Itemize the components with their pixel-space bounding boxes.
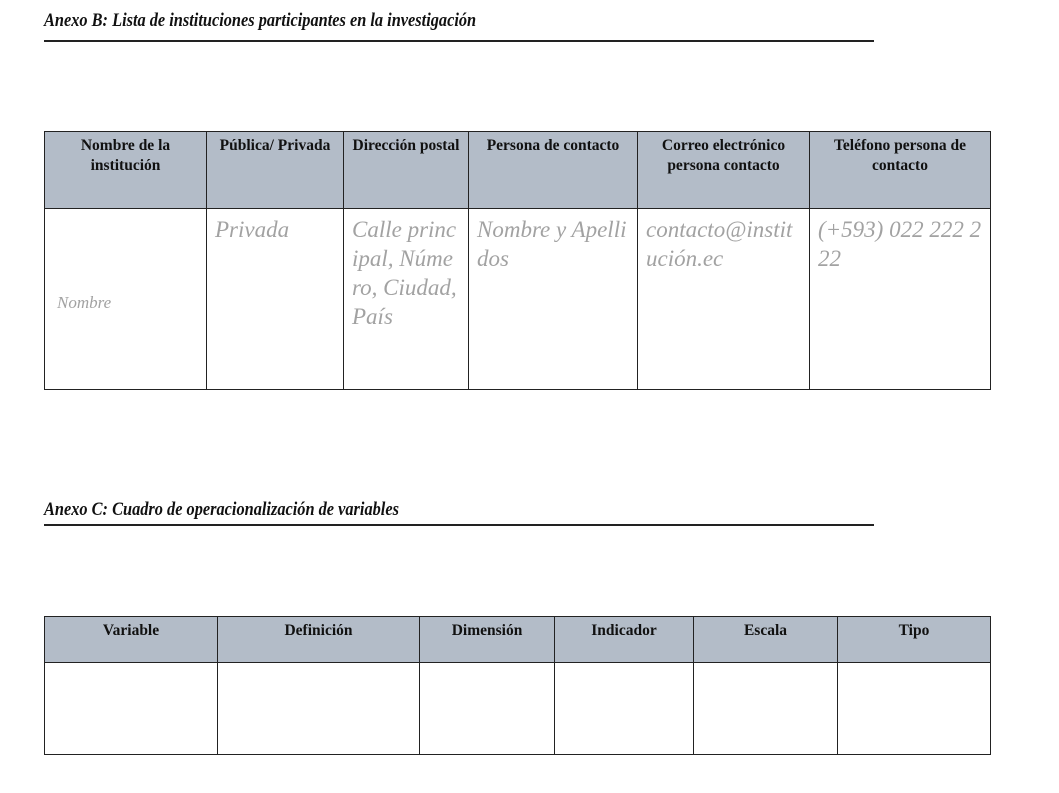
col-header-definition: Definición [218, 617, 420, 663]
cell-contact-phone: (+593) 022 222 222 [810, 209, 991, 390]
cell-empty [45, 663, 218, 755]
col-header-contact-phone: Teléfono persona de contacto [810, 132, 991, 209]
col-header-contact-person: Persona de contacto [469, 132, 638, 209]
cell-empty [694, 663, 838, 755]
cell-contact-email: contacto@institución.ec [638, 209, 810, 390]
cell-empty [555, 663, 694, 755]
cell-public-private: Privada [207, 209, 344, 390]
col-header-type: Tipo [838, 617, 991, 663]
table-header-row [45, 617, 991, 663]
annex-c-underline [44, 524, 874, 526]
col-header-dimension: Dimensión [420, 617, 555, 663]
table-row [45, 663, 991, 755]
table-header-row [45, 132, 991, 209]
col-header-contact-email: Correo electrónico persona contacto [638, 132, 810, 209]
annex-b-title: Anexo B: Lista de instituciones participantes en la investigación [44, 10, 477, 31]
table-row [45, 209, 991, 390]
col-header-indicator: Indicador [555, 617, 694, 663]
cell-contact-person: Nombre y Apellidos [469, 209, 638, 390]
cell-institution-name: Nombre [45, 209, 207, 390]
col-header-public-private: Pública/ Privada [207, 132, 344, 209]
institutions-table [44, 131, 991, 390]
col-header-postal-address: Dirección postal [344, 132, 469, 209]
col-header-variable: Variable [45, 617, 218, 663]
cell-empty [838, 663, 991, 755]
col-header-institution-name: Nombre de la institución [45, 132, 207, 209]
cell-empty [420, 663, 555, 755]
cell-empty [218, 663, 420, 755]
cell-postal-address: Calle principal, Número, Ciudad, País [344, 209, 469, 390]
annex-c-title: Anexo C: Cuadro de operacionalización de variables [44, 499, 399, 520]
variables-table [44, 616, 991, 755]
annex-b-underline [44, 40, 874, 42]
col-header-scale: Escala [694, 617, 838, 663]
